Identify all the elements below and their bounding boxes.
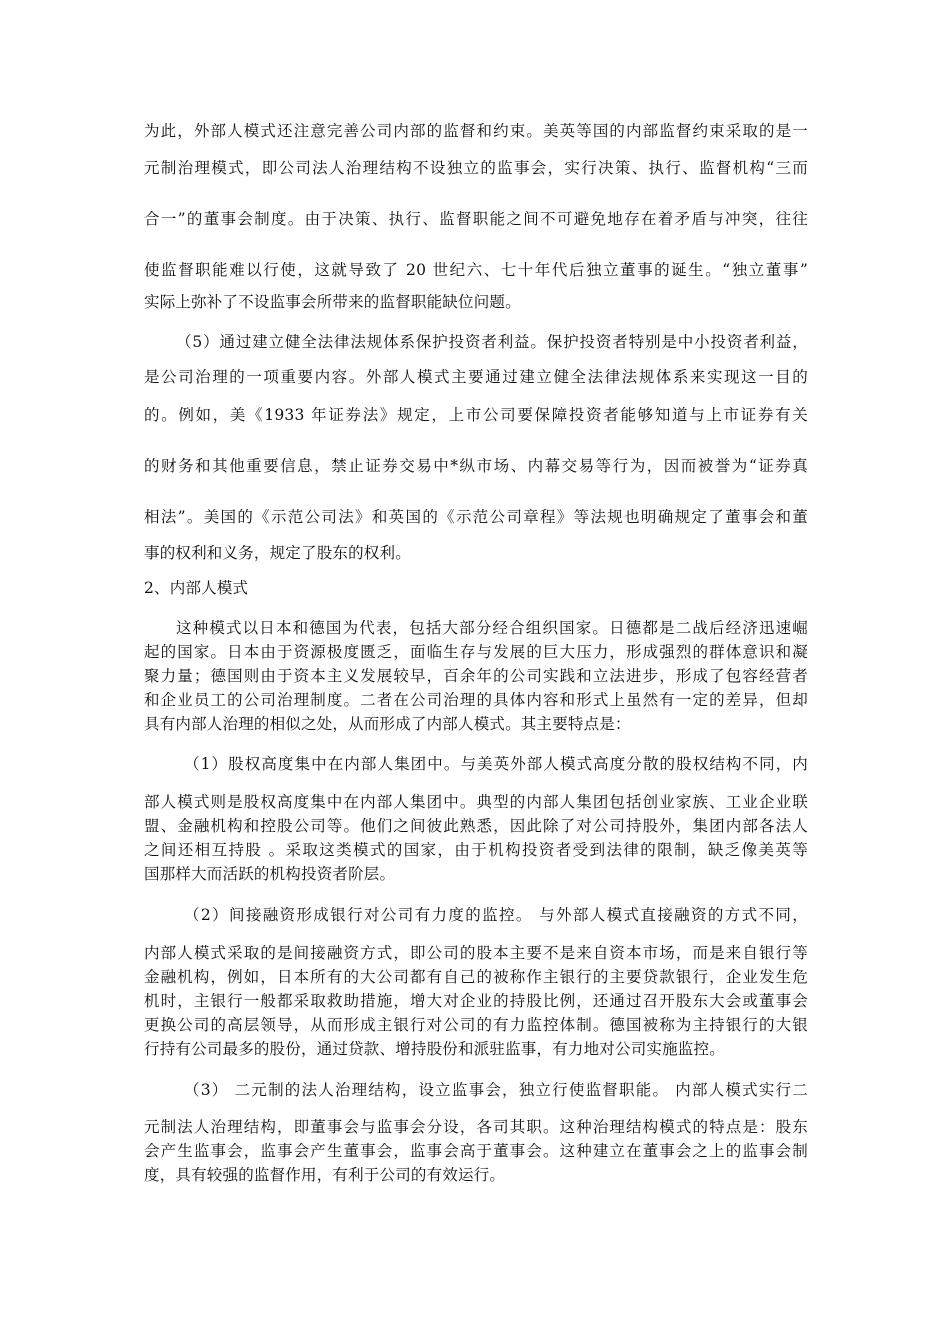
text-line: 元制治理模式，即公司法人治理结构不设独立的监事会，实行决策、执行、监督机构“三而 bbox=[144, 159, 808, 177]
text-line: 是公司治理的一项重要内容。外部人模式主要通过建立健全法律法规体系来实现这一目的 bbox=[144, 368, 808, 386]
text-line: 使监督职能难以行使，这就导致了 20 世纪六、七十年代后独立董事的诞生。“独立董事” bbox=[144, 261, 808, 279]
text-line: 事的权利和义务，规定了股东的权利。 bbox=[144, 544, 411, 562]
text-line: 相法”。美国的《示范公司法》和英国的《示范公司章程》等法规也明确规定了董事会和董 bbox=[144, 508, 808, 526]
text-line: 部人模式则是股权高度集中在内部人集团中。典型的内部人集团包括创业家族、工业企业联 bbox=[144, 793, 808, 811]
text-line: 行持有公司最多的股份，通过贷款、增持股份和派驻监事，有力地对公司实施监控。 bbox=[144, 1040, 725, 1058]
text-line: 金融机构，例如，日本所有的大公司都有自己的被称作主银行的主要贷款银行，企业发生危 bbox=[144, 968, 808, 986]
text-line: （2）间接融资形成银行对公司有力度的监控。 与外部人模式直接融资的方式不同， bbox=[184, 906, 808, 924]
text-line: （5）通过建立健全法律法规体系保护投资者利益。保护投资者特别是中小投资者利益， bbox=[176, 333, 808, 351]
text-line: 内部人模式采取的是间接融资方式，即公司的股本主要不是来自资本市场，而是来自银行等 bbox=[144, 944, 808, 962]
text-line: 起的国家。日本由于资源极度匮乏，面临生存与发展的巨大压力，形成强烈的群体意识和凝 bbox=[144, 643, 808, 661]
text-line: 实际上弥补了不设监事会所带来的监督职能缺位问题。 bbox=[144, 293, 521, 311]
text-line: 为此，外部人模式还注意完善公司内部的监督和约束。美英等国的内部监督约束采取的是一 bbox=[144, 122, 808, 140]
text-line: 度，具有较强的监督作用，有利于公司的有效运行。 bbox=[144, 1166, 506, 1184]
text-line: 合一”的董事会制度。由于决策、执行、监督职能之间不可避免地存在着矛盾与冲突，往往 bbox=[144, 210, 808, 228]
text-line: 的。例如，美《1933 年证券法》规定，上市公司要保障投资者能够知道与上市证券有关 bbox=[144, 406, 808, 424]
text-line: 盟、金融机构和控股公司等。他们之间彼此熟悉，因此除了对公司持股外，集团内部各法人 bbox=[144, 817, 808, 835]
text-line: 国那样大而活跃的机构投资者阶层。 bbox=[144, 865, 396, 883]
text-line: 更换公司的高层领导，从而形成主银行对公司的有力监控体制。德国被称为主持银行的大银 bbox=[144, 1016, 808, 1034]
text-line: 机时，主银行一般都采取救助措施，增大对企业的持股比例，还通过召开股东大会或董事会 bbox=[144, 992, 808, 1010]
text-line: 元制法人治理结构，即董事会与监事会分设，各司其职。这种治理结构模式的特点是：股东 bbox=[144, 1118, 808, 1136]
text-line: 和企业员工的公司治理制度。二者在公司治理的具体内容和形式上虽然有一定的差异，但却 bbox=[144, 691, 808, 709]
section-heading: 2、内部人模式 bbox=[144, 579, 249, 597]
text-line: 聚力量；德国则由于资本主义发展较早，百余年的公司实践和立法进步，形成了包容经营者 bbox=[144, 667, 808, 685]
text-line: 之间还相互持股 。采取这类模式的国家，由于机构投资者受到法律的限制，缺乏像美英等 bbox=[144, 841, 808, 859]
text-line: 这种模式以日本和德国为代表，包括大部分经合组织国家。日德都是二战后经济迅速崛 bbox=[176, 619, 808, 637]
text-line: （3） 二元制的法人治理结构，设立监事会，独立行使监督职能。 内部人模式实行二 bbox=[184, 1081, 808, 1099]
text-line: 的财务和其他重要信息，禁止证券交易中*纵市场、内幕交易等行为，因而被誉为“证券真 bbox=[144, 457, 808, 475]
text-line: （1）股权高度集中在内部人集团中。与美英外部人模式高度分散的股权结构不同，内 bbox=[184, 755, 808, 773]
text-line: 会产生监事会，监事会产生董事会，监事会高于董事会。这种建立在董事会之上的监事会制 bbox=[144, 1142, 808, 1160]
text-line: 具有内部人治理的相似之处，从而形成了内部人模式。其主要特点是： bbox=[144, 715, 631, 733]
